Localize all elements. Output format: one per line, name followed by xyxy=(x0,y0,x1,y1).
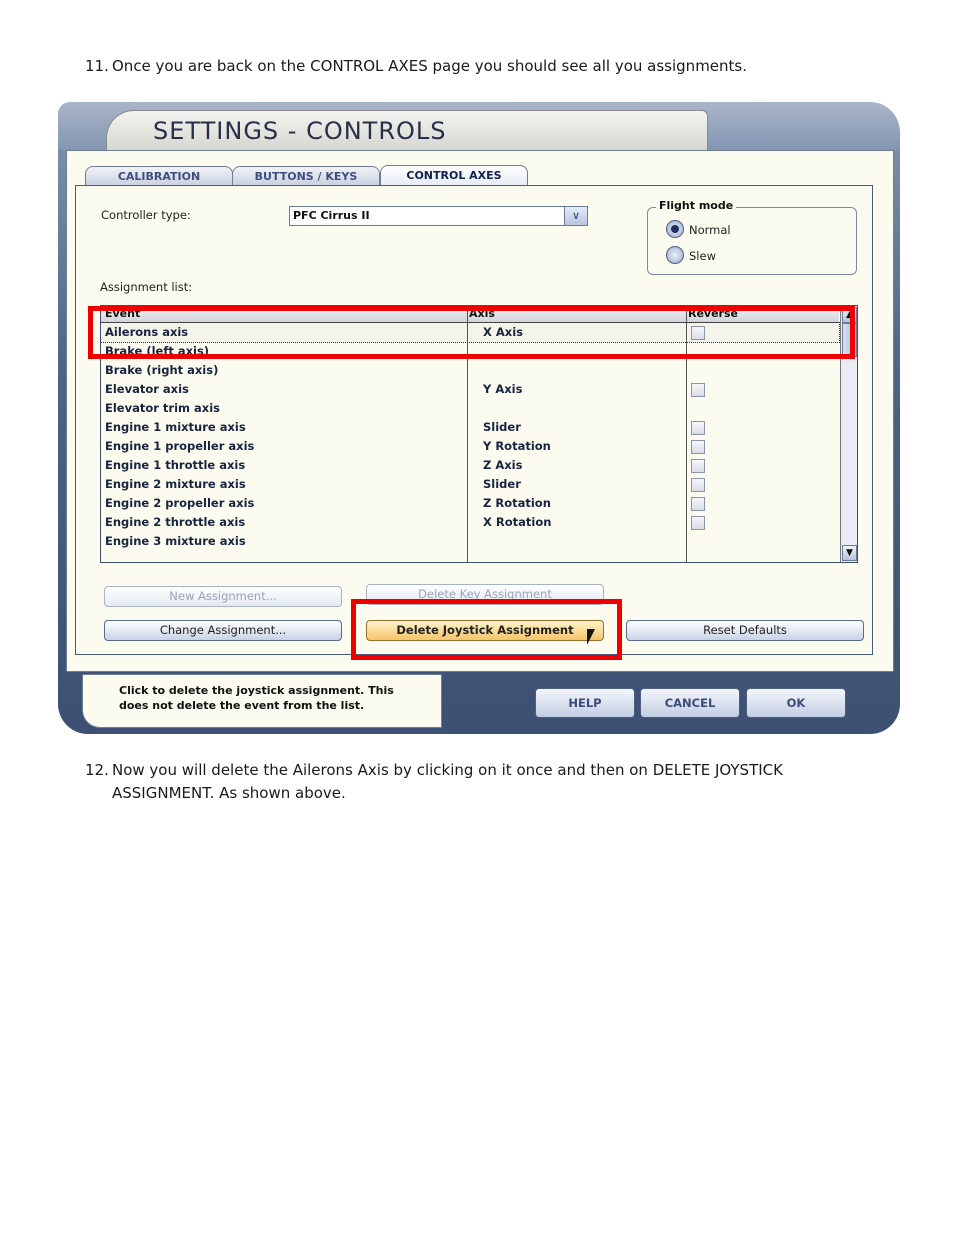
reverse-checkbox[interactable] xyxy=(691,383,705,397)
step-12-text-line2: ASSIGNMENT. As shown above. xyxy=(112,784,346,802)
step-12-text-line1: Now you will delete the Ailerons Axis by clicking on it once and then on DELETE JOYSTICK xyxy=(112,761,783,779)
flight-mode-title: Flight mode xyxy=(656,199,736,212)
scroll-down-icon[interactable]: ▼ xyxy=(842,545,857,561)
axis-cell: Z Rotation xyxy=(483,496,551,510)
step-11-text: Once you are back on the CONTROL AXES page you should see all you assignments. xyxy=(112,57,748,75)
event-cell: Elevator trim axis xyxy=(105,401,220,415)
chevron-down-icon[interactable]: ∨ xyxy=(564,207,587,225)
reset-defaults-button[interactable]: Reset Defaults xyxy=(626,620,864,641)
list-item[interactable] xyxy=(101,418,839,437)
reverse-checkbox[interactable] xyxy=(691,440,705,454)
step-11-paragraph xyxy=(85,55,885,78)
event-cell: Engine 1 mixture axis xyxy=(105,420,246,434)
axis-cell: X Axis xyxy=(483,325,523,339)
tab-calibration[interactable]: CALIBRATION xyxy=(85,166,233,186)
list-item[interactable] xyxy=(101,494,839,513)
step-11-number: 11. xyxy=(85,57,109,75)
event-cell: Engine 1 propeller axis xyxy=(105,439,255,453)
list-item[interactable] xyxy=(101,513,839,532)
axis-cell: Z Axis xyxy=(483,458,523,472)
highlight-box-selected-row xyxy=(88,306,855,359)
column-event[interactable]: Event xyxy=(105,307,141,320)
mouse-cursor-icon xyxy=(587,629,599,645)
radio-slew-label[interactable]: Slew xyxy=(689,249,716,263)
reverse-checkbox[interactable] xyxy=(691,497,705,511)
axis-cell: Slider xyxy=(483,420,521,434)
event-cell: Brake (left axis) xyxy=(105,344,210,358)
reverse-checkbox[interactable] xyxy=(691,421,705,435)
tab-control-axes[interactable]: CONTROL AXES xyxy=(380,165,528,186)
settings-controls-dialog xyxy=(58,102,900,734)
flight-mode-group xyxy=(647,207,857,275)
hint-box xyxy=(82,674,442,728)
cancel-button[interactable]: CANCEL xyxy=(640,688,740,718)
controller-type-value: PFC Cirrus II xyxy=(293,209,370,222)
list-item[interactable] xyxy=(101,456,839,475)
list-item[interactable] xyxy=(101,399,839,418)
hint-text: Click to delete the joystick assignment. This does not delete the event from the list. xyxy=(119,684,394,712)
list-item[interactable] xyxy=(101,475,839,494)
radio-normal-label[interactable]: Normal xyxy=(689,223,731,237)
axis-cell: Y Axis xyxy=(483,382,523,396)
radio-normal[interactable] xyxy=(666,220,684,238)
title-bar xyxy=(58,102,900,150)
reverse-checkbox[interactable] xyxy=(691,516,705,530)
axis-cell: X Rotation xyxy=(483,515,552,529)
column-reverse[interactable]: Reverse xyxy=(688,307,738,320)
axis-cell: Y Rotation xyxy=(483,439,551,453)
assignment-list-label: Assignment list: xyxy=(100,280,193,294)
ok-button[interactable]: OK xyxy=(746,688,846,718)
highlight-box-delete-button xyxy=(351,599,622,660)
title-plate xyxy=(106,110,708,151)
column-axis[interactable]: Axis xyxy=(469,307,495,320)
event-cell: Elevator axis xyxy=(105,382,189,396)
event-cell: Engine 3 mixture axis xyxy=(105,534,246,548)
list-item[interactable] xyxy=(101,380,839,399)
event-cell: Engine 1 throttle axis xyxy=(105,458,246,472)
scroll-up-icon[interactable]: ▲ xyxy=(842,307,857,323)
event-cell: Brake (right axis) xyxy=(105,363,219,377)
event-cell: Engine 2 mixture axis xyxy=(105,477,246,491)
radio-slew[interactable] xyxy=(666,246,684,264)
controller-type-label: Controller type: xyxy=(101,208,191,222)
step-12-number: 12. xyxy=(85,761,109,779)
tab-buttons-keys[interactable]: BUTTONS / KEYS xyxy=(232,166,380,186)
delete-joystick-assignment-button[interactable]: Delete Joystick Assignment xyxy=(366,620,604,641)
list-item[interactable] xyxy=(101,532,839,551)
delete-key-assignment-button[interactable]: Delete Key Assignment xyxy=(366,584,604,605)
event-cell: Ailerons axis xyxy=(105,325,189,339)
step-12-paragraph xyxy=(85,759,845,805)
list-item[interactable] xyxy=(101,361,839,380)
new-assignment-button[interactable]: New Assignment... xyxy=(104,586,342,607)
help-button[interactable]: HELP xyxy=(535,688,635,718)
reverse-checkbox[interactable] xyxy=(691,478,705,492)
controller-type-select[interactable] xyxy=(289,206,588,226)
event-cell: Engine 2 propeller axis xyxy=(105,496,255,510)
event-cell: Engine 2 throttle axis xyxy=(105,515,246,529)
list-item[interactable] xyxy=(101,437,839,456)
axis-cell: Slider xyxy=(483,477,521,491)
reverse-checkbox[interactable] xyxy=(691,459,705,473)
dialog-title: SETTINGS - CONTROLS xyxy=(153,117,447,145)
change-assignment-button[interactable]: Change Assignment... xyxy=(104,620,342,641)
